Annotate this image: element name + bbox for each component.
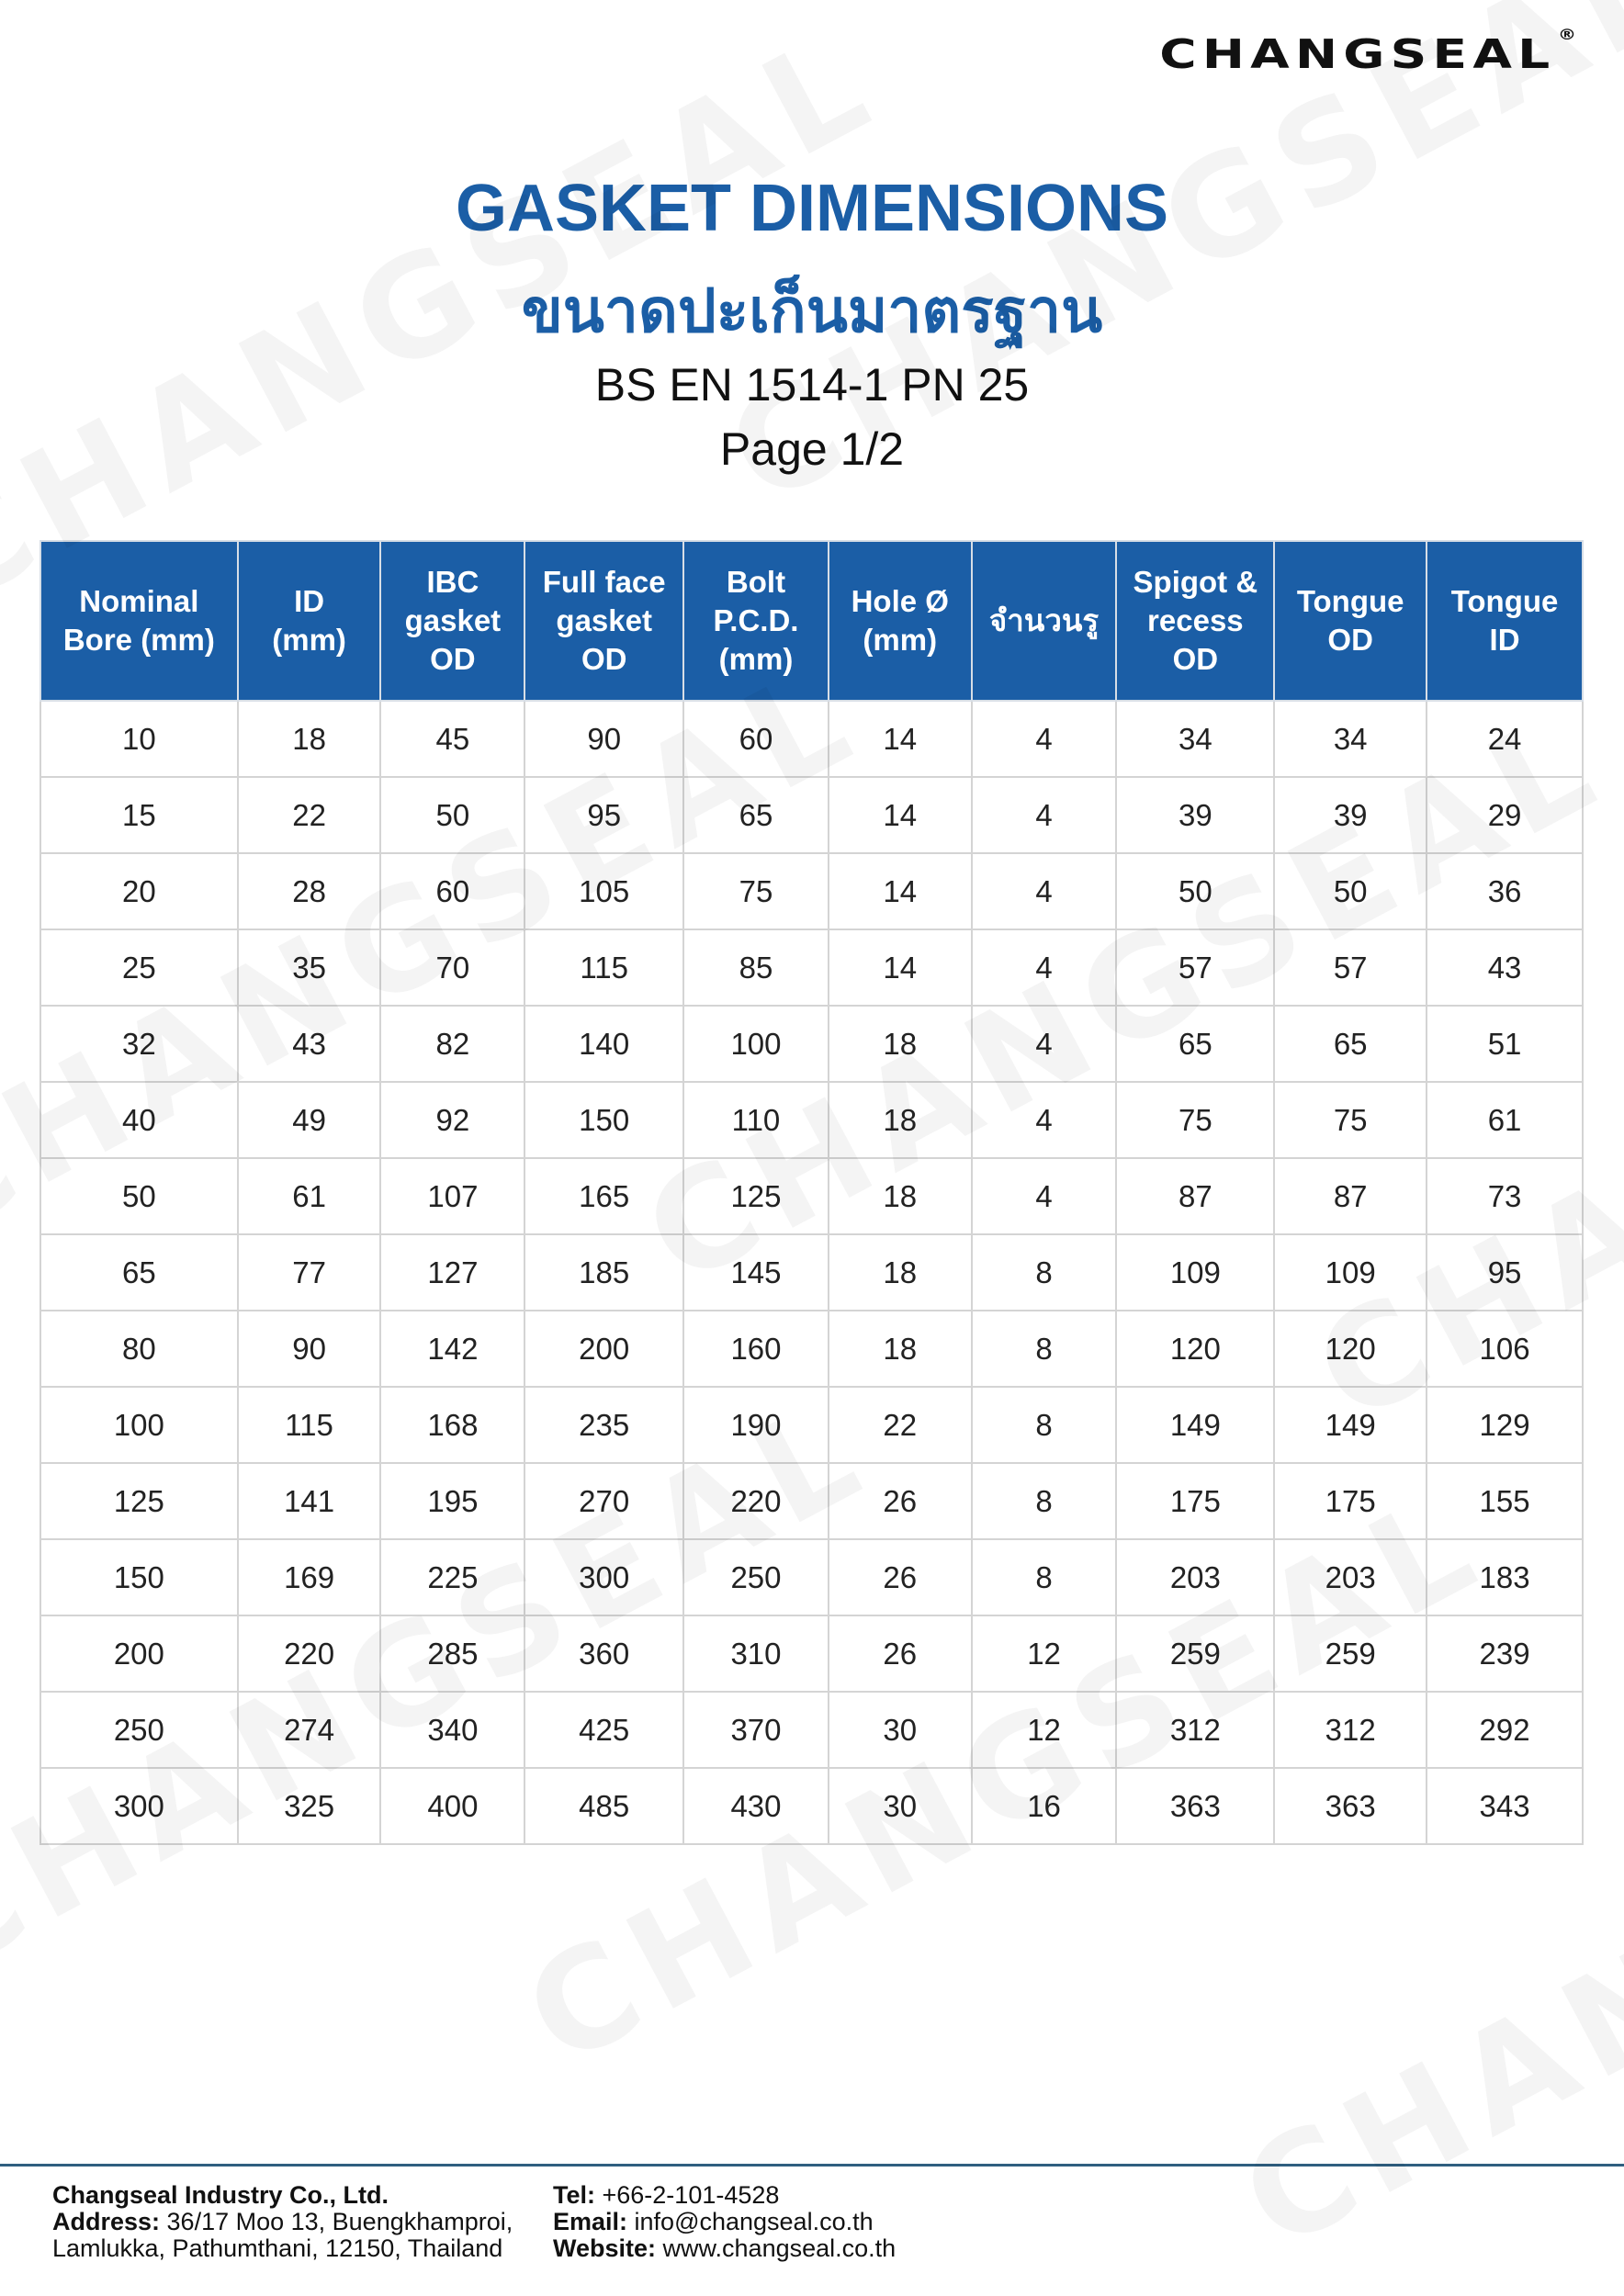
table-cell: 343	[1427, 1768, 1583, 1844]
table-cell: 29	[1427, 777, 1583, 853]
table-cell: 43	[238, 1006, 381, 1082]
table-cell: 285	[380, 1615, 524, 1692]
table-cell: 43	[1427, 929, 1583, 1006]
table-cell: 110	[683, 1082, 829, 1158]
table-cell: 312	[1116, 1692, 1274, 1768]
gasket-dimensions-table	[39, 540, 1584, 1845]
table-cell: 65	[683, 777, 829, 853]
table-cell: 60	[380, 853, 524, 929]
table-cell: 61	[238, 1158, 381, 1234]
table-cell: 95	[1427, 1234, 1583, 1311]
table-cell: 26	[829, 1463, 972, 1539]
table-cell: 106	[1427, 1311, 1583, 1387]
footer-company-info	[52, 2182, 513, 2262]
table-cell: 150	[524, 1082, 683, 1158]
table-cell: 12	[972, 1692, 1117, 1768]
column-header-line: ID	[294, 584, 325, 618]
table-cell: 8	[972, 1234, 1117, 1311]
table-cell: 12	[972, 1615, 1117, 1692]
column-header-line: Nominal	[79, 584, 199, 618]
table-cell: 22	[238, 777, 381, 853]
column-header-line: gasket	[404, 603, 502, 637]
table-cell: 274	[238, 1692, 381, 1768]
tel-value: +66-2-101-4528	[595, 2181, 780, 2209]
table-cell: 18	[829, 1006, 972, 1082]
table-cell: 292	[1427, 1692, 1583, 1768]
table-cell: 4	[972, 1082, 1117, 1158]
table-row	[40, 701, 1583, 777]
table-cell: 220	[683, 1463, 829, 1539]
table-row	[40, 1539, 1583, 1615]
changseal-logo	[1159, 26, 1576, 78]
table-cell: 4	[972, 777, 1117, 853]
table-cell: 16	[972, 1768, 1117, 1844]
table-cell: 100	[40, 1387, 238, 1463]
table-cell: 235	[524, 1387, 683, 1463]
table-row	[40, 1463, 1583, 1539]
table-cell: 14	[829, 701, 972, 777]
table-cell: 50	[380, 777, 524, 853]
table-cell: 32	[40, 1006, 238, 1082]
column-header-line: Tongue	[1296, 584, 1404, 618]
table-cell: 49	[238, 1082, 381, 1158]
table-cell: 300	[40, 1768, 238, 1844]
address-label: Address:	[52, 2208, 161, 2235]
table-cell: 50	[40, 1158, 238, 1234]
table-row	[40, 1311, 1583, 1387]
table-cell: 8	[972, 1463, 1117, 1539]
table-cell: 30	[829, 1768, 972, 1844]
table-cell: 22	[829, 1387, 972, 1463]
table-cell: 4	[972, 929, 1117, 1006]
column-header-line: P.C.D.	[713, 603, 799, 637]
standard-label: BS EN 1514-1 PN 25	[594, 359, 1030, 411]
table-cell: 82	[380, 1006, 524, 1082]
table-cell: 14	[829, 929, 972, 1006]
table-cell: 92	[380, 1082, 524, 1158]
page-title: GASKET DIMENSIONS	[455, 172, 1169, 245]
table-row	[40, 1768, 1583, 1844]
column-header-line: จำนวนรู	[988, 603, 1100, 637]
table-cell: 87	[1116, 1158, 1274, 1234]
table-cell: 14	[829, 853, 972, 929]
table-cell: 141	[238, 1463, 381, 1539]
table-cell: 25	[40, 929, 238, 1006]
table-cell: 160	[683, 1311, 829, 1387]
table-row	[40, 1615, 1583, 1692]
column-header	[683, 541, 829, 701]
table-cell: 24	[1427, 701, 1583, 777]
table-cell: 51	[1427, 1006, 1583, 1082]
table-cell: 185	[524, 1234, 683, 1311]
column-header-line: IBC	[426, 565, 479, 599]
table-cell: 203	[1274, 1539, 1427, 1615]
table-cell: 8	[972, 1539, 1117, 1615]
table-cell: 18	[829, 1311, 972, 1387]
table-cell: 8	[972, 1387, 1117, 1463]
table-cell: 220	[238, 1615, 381, 1692]
company-name: Changseal Industry Co., Ltd.	[52, 2181, 389, 2209]
table-cell: 40	[40, 1082, 238, 1158]
table-cell: 14	[829, 777, 972, 853]
footer-divider	[0, 2164, 1624, 2167]
address-line1: 36/17 Moo 13, Buengkhamproi,	[160, 2208, 513, 2235]
column-header-line: (mm)	[863, 623, 938, 657]
website-link[interactable]: www.changseal.co.th	[656, 2234, 897, 2262]
table-cell: 34	[1274, 701, 1427, 777]
table-cell: 363	[1274, 1768, 1427, 1844]
table-cell: 360	[524, 1615, 683, 1692]
column-header	[1116, 541, 1274, 701]
column-header	[380, 541, 524, 701]
column-header	[238, 541, 381, 701]
table-cell: 30	[829, 1692, 972, 1768]
table-row	[40, 1082, 1583, 1158]
table-cell: 50	[1116, 853, 1274, 929]
table-cell: 60	[683, 701, 829, 777]
table-cell: 312	[1274, 1692, 1427, 1768]
table-cell: 125	[683, 1158, 829, 1234]
table-cell: 225	[380, 1539, 524, 1615]
table-cell: 190	[683, 1387, 829, 1463]
column-header	[40, 541, 238, 701]
column-header-line: Spigot &	[1133, 565, 1258, 599]
column-header	[972, 541, 1117, 701]
logo-text: CHANGSEAL	[1159, 31, 1556, 78]
table-row	[40, 853, 1583, 929]
column-header-line: OD	[581, 642, 627, 676]
table-cell: 65	[40, 1234, 238, 1311]
table-cell: 75	[1274, 1082, 1427, 1158]
table-cell: 35	[238, 929, 381, 1006]
table-cell: 90	[238, 1311, 381, 1387]
table-cell: 87	[1274, 1158, 1427, 1234]
table-cell: 115	[238, 1387, 381, 1463]
table-cell: 325	[238, 1768, 381, 1844]
table-cell: 250	[683, 1539, 829, 1615]
table-cell: 120	[1116, 1311, 1274, 1387]
table-cell: 485	[524, 1768, 683, 1844]
table-cell: 18	[238, 701, 381, 777]
table-cell: 10	[40, 701, 238, 777]
table-cell: 39	[1116, 777, 1274, 853]
column-header	[524, 541, 683, 701]
column-header-line: ID	[1489, 623, 1520, 657]
table-cell: 57	[1274, 929, 1427, 1006]
column-header-line: Bore (mm)	[62, 623, 215, 657]
table-cell: 183	[1427, 1539, 1583, 1615]
table-cell: 45	[380, 701, 524, 777]
column-header-line: Tongue	[1450, 584, 1559, 618]
table-cell: 18	[829, 1234, 972, 1311]
column-header-line: OD	[430, 642, 476, 676]
table-cell: 50	[1274, 853, 1427, 929]
table-cell: 57	[1116, 929, 1274, 1006]
table-cell: 310	[683, 1615, 829, 1692]
table-cell: 18	[829, 1158, 972, 1234]
table-row	[40, 1387, 1583, 1463]
table-cell: 20	[40, 853, 238, 929]
table-cell: 61	[1427, 1082, 1583, 1158]
table-cell: 370	[683, 1692, 829, 1768]
page-number: Page 1/2	[719, 423, 905, 475]
table-cell: 65	[1274, 1006, 1427, 1082]
column-header	[829, 541, 972, 701]
table-cell: 425	[524, 1692, 683, 1768]
table-cell: 340	[380, 1692, 524, 1768]
website-label: Website:	[553, 2234, 657, 2262]
email-link[interactable]: info@changseal.co.th	[627, 2208, 874, 2235]
table-cell: 239	[1427, 1615, 1583, 1692]
table-cell: 80	[40, 1311, 238, 1387]
table-cell: 129	[1427, 1387, 1583, 1463]
footer-contact-info	[553, 2182, 896, 2262]
table-cell: 145	[683, 1234, 829, 1311]
table-cell: 109	[1116, 1234, 1274, 1311]
column-header-line: OD	[1172, 642, 1219, 676]
table-cell: 4	[972, 1158, 1117, 1234]
column-header	[1274, 541, 1427, 701]
table-cell: 270	[524, 1463, 683, 1539]
table-cell: 250	[40, 1692, 238, 1768]
table-cell: 175	[1116, 1463, 1274, 1539]
table-cell: 155	[1427, 1463, 1583, 1539]
table-cell: 168	[380, 1387, 524, 1463]
table-cell: 15	[40, 777, 238, 853]
table-cell: 77	[238, 1234, 381, 1311]
table-cell: 259	[1116, 1615, 1274, 1692]
table-cell: 400	[380, 1768, 524, 1844]
table-cell: 4	[972, 853, 1117, 929]
column-header-line: Full face	[542, 565, 666, 599]
table-cell: 165	[524, 1158, 683, 1234]
table-cell: 200	[40, 1615, 238, 1692]
table-cell: 90	[524, 701, 683, 777]
column-header-line: OD	[1327, 623, 1373, 657]
page-title-thai: ขนาดปะเก็นมาตรฐาน	[521, 276, 1103, 346]
table-cell: 75	[1116, 1082, 1274, 1158]
table-row	[40, 1158, 1583, 1234]
registered-mark: ®	[1558, 26, 1576, 43]
table-cell: 120	[1274, 1311, 1427, 1387]
table-cell: 109	[1274, 1234, 1427, 1311]
table-row	[40, 777, 1583, 853]
table-row	[40, 1234, 1583, 1311]
table-cell: 175	[1274, 1463, 1427, 1539]
table-cell: 4	[972, 1006, 1117, 1082]
column-header-line: gasket	[556, 603, 652, 637]
table-cell: 75	[683, 853, 829, 929]
table-cell: 203	[1116, 1539, 1274, 1615]
table-header-row	[40, 541, 1583, 701]
table-row	[40, 1692, 1583, 1768]
email-label: Email:	[553, 2208, 628, 2235]
table-cell: 150	[40, 1539, 238, 1615]
address-line2: Lamlukka, Pathumthani, 12150, Thailand	[52, 2234, 503, 2262]
table-cell: 169	[238, 1539, 381, 1615]
table-cell: 85	[683, 929, 829, 1006]
table-cell: 363	[1116, 1768, 1274, 1844]
table-cell: 34	[1116, 701, 1274, 777]
table-cell: 430	[683, 1768, 829, 1844]
table-cell: 73	[1427, 1158, 1583, 1234]
table-cell: 115	[524, 929, 683, 1006]
table-cell: 140	[524, 1006, 683, 1082]
table-cell: 4	[972, 701, 1117, 777]
column-header	[1427, 541, 1583, 701]
table-cell: 36	[1427, 853, 1583, 929]
table-cell: 259	[1274, 1615, 1427, 1692]
table-cell: 100	[683, 1006, 829, 1082]
table-cell: 127	[380, 1234, 524, 1311]
column-header-line: (mm)	[272, 623, 346, 657]
tel-label: Tel:	[553, 2181, 595, 2209]
table-cell: 26	[829, 1539, 972, 1615]
table-cell: 149	[1274, 1387, 1427, 1463]
table-cell: 125	[40, 1463, 238, 1539]
table-cell: 8	[972, 1311, 1117, 1387]
table-cell: 149	[1116, 1387, 1274, 1463]
table-cell: 65	[1116, 1006, 1274, 1082]
table-cell: 18	[829, 1082, 972, 1158]
table-cell: 28	[238, 853, 381, 929]
table-cell: 105	[524, 853, 683, 929]
table-cell: 200	[524, 1311, 683, 1387]
table-cell: 107	[380, 1158, 524, 1234]
column-header-line: Bolt	[726, 565, 786, 599]
table-cell: 95	[524, 777, 683, 853]
table-cell: 39	[1274, 777, 1427, 853]
column-header-line: (mm)	[718, 642, 794, 676]
table-row	[40, 929, 1583, 1006]
column-header-line: recess	[1147, 603, 1244, 637]
table-cell: 26	[829, 1615, 972, 1692]
table-cell: 142	[380, 1311, 524, 1387]
table-row	[40, 1006, 1583, 1082]
table-cell: 300	[524, 1539, 683, 1615]
column-header-line: Hole Ø	[851, 584, 949, 618]
table-cell: 70	[380, 929, 524, 1006]
table-cell: 195	[380, 1463, 524, 1539]
